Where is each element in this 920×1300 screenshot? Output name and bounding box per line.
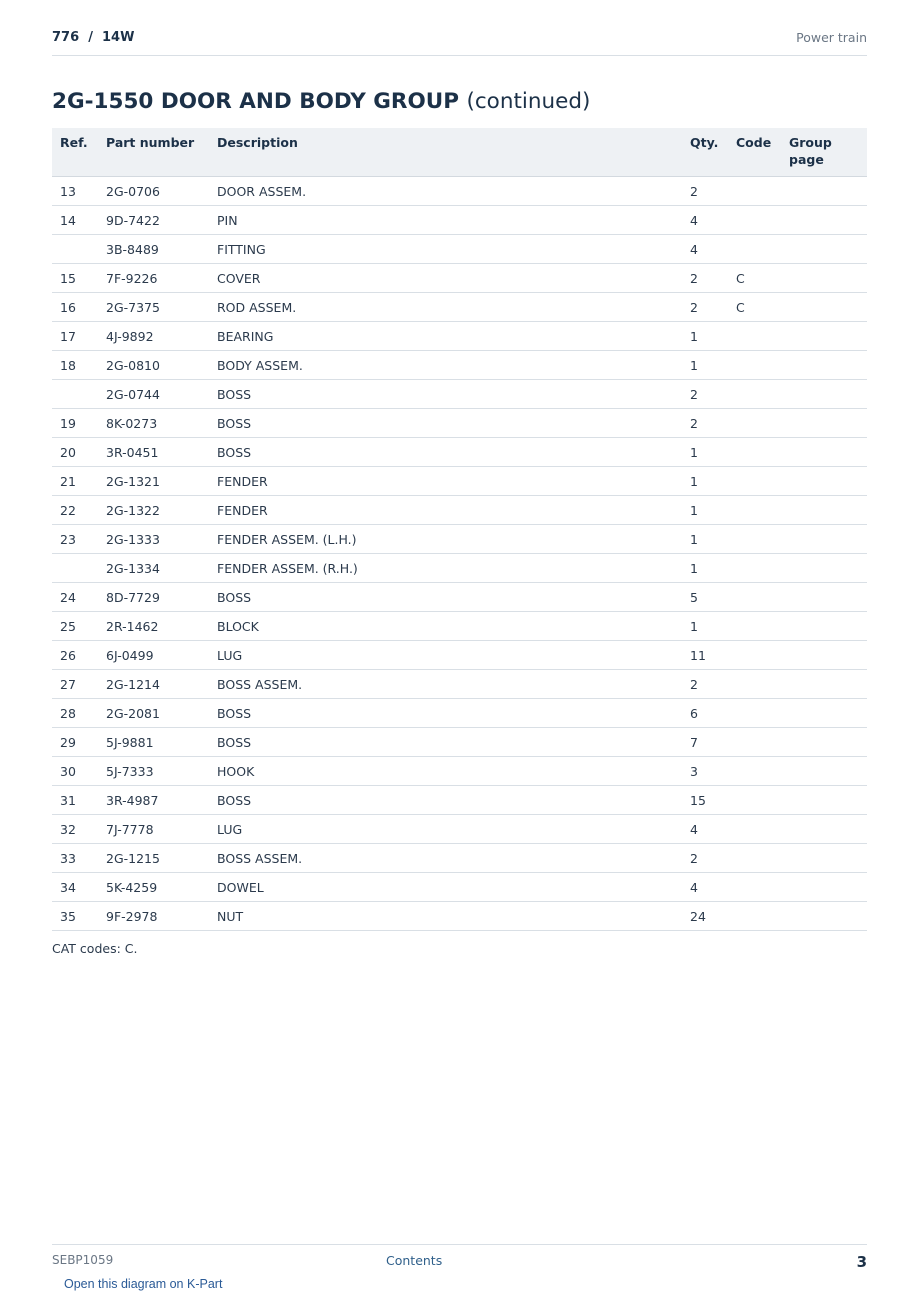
group-page-cell — [781, 467, 867, 496]
column-header-description: Description — [209, 128, 682, 177]
code-cell: C — [728, 264, 781, 293]
description-cell: FENDER ASSEM. (R.H.) — [209, 554, 682, 583]
page-footer — [52, 1244, 867, 1291]
table-row — [52, 612, 867, 641]
ref-cell: 15 — [52, 264, 98, 293]
ref-cell: 17 — [52, 322, 98, 351]
description-cell: BOSS — [209, 438, 682, 467]
description-cell: BOSS — [209, 786, 682, 815]
table-row — [52, 496, 867, 525]
part-number-cell: 3R-0451 — [98, 438, 209, 467]
table-row — [52, 786, 867, 815]
part-number-cell: 2G-1333 — [98, 525, 209, 554]
ref-cell: 25 — [52, 612, 98, 641]
code-cell — [728, 583, 781, 612]
description-cell: BOSS — [209, 409, 682, 438]
code-cell — [728, 409, 781, 438]
qty-cell: 4 — [682, 235, 728, 264]
ref-cell: 24 — [52, 583, 98, 612]
qty-cell: 24 — [682, 902, 728, 931]
ref-cell: 35 — [52, 902, 98, 931]
qty-cell: 2 — [682, 380, 728, 409]
qty-cell: 1 — [682, 351, 728, 380]
ref-cell — [52, 554, 98, 583]
ref-cell — [52, 380, 98, 409]
open-on-kpart-link[interactable]: Open this diagram on K-Part — [64, 1277, 223, 1291]
qty-cell: 2 — [682, 409, 728, 438]
page-header — [52, 28, 867, 56]
part-number-cell: 5J-9881 — [98, 728, 209, 757]
code-cell — [728, 612, 781, 641]
qty-cell: 1 — [682, 612, 728, 641]
group-page-cell — [781, 612, 867, 641]
table-row — [52, 583, 867, 612]
description-cell: BOSS — [209, 380, 682, 409]
group-page-cell — [781, 322, 867, 351]
part-number-cell: 2G-1321 — [98, 467, 209, 496]
table-row — [52, 438, 867, 467]
group-page-cell — [781, 699, 867, 728]
group-page-cell — [781, 177, 867, 206]
table-header-row — [52, 128, 867, 177]
qty-cell: 1 — [682, 525, 728, 554]
table-row — [52, 641, 867, 670]
code-cell — [728, 641, 781, 670]
group-page-cell — [781, 641, 867, 670]
ref-cell: 27 — [52, 670, 98, 699]
group-page-cell — [781, 728, 867, 757]
code-cell — [728, 467, 781, 496]
ref-cell: 20 — [52, 438, 98, 467]
code-cell — [728, 670, 781, 699]
group-page-cell — [781, 525, 867, 554]
ref-cell: 14 — [52, 206, 98, 235]
code-cell — [728, 177, 781, 206]
table-row — [52, 670, 867, 699]
qty-cell: 7 — [682, 728, 728, 757]
table-row — [52, 380, 867, 409]
part-number-cell: 9F-2978 — [98, 902, 209, 931]
code-cell — [728, 438, 781, 467]
qty-cell: 4 — [682, 206, 728, 235]
group-page-cell — [781, 873, 867, 902]
group-page-cell — [781, 293, 867, 322]
description-cell: BOSS — [209, 583, 682, 612]
code-cell — [728, 351, 781, 380]
code-cell — [728, 322, 781, 351]
part-number-cell: 4J-9892 — [98, 322, 209, 351]
qty-cell: 11 — [682, 641, 728, 670]
ref-cell: 26 — [52, 641, 98, 670]
part-number-cell: 2G-0706 — [98, 177, 209, 206]
part-number-cell: 3B-8489 — [98, 235, 209, 264]
group-page-cell — [781, 757, 867, 786]
ref-cell: 29 — [52, 728, 98, 757]
part-number-cell: 7F-9226 — [98, 264, 209, 293]
section-label: Power train — [796, 30, 867, 45]
description-cell: NUT — [209, 902, 682, 931]
description-cell: PIN — [209, 206, 682, 235]
code-cell — [728, 844, 781, 873]
table-row — [52, 728, 867, 757]
description-cell: DOWEL — [209, 873, 682, 902]
qty-cell: 5 — [682, 583, 728, 612]
table-row — [52, 844, 867, 873]
description-cell: FITTING — [209, 235, 682, 264]
code-cell — [728, 699, 781, 728]
group-page-cell — [781, 583, 867, 612]
part-number-cell: 2G-0810 — [98, 351, 209, 380]
document-id: SEBP1059 — [52, 1253, 114, 1267]
parts-table-body — [52, 177, 867, 931]
group-page-cell — [781, 235, 867, 264]
code-cell — [728, 815, 781, 844]
ref-cell: 16 — [52, 293, 98, 322]
description-cell: BODY ASSEM. — [209, 351, 682, 380]
part-number-cell: 6J-0499 — [98, 641, 209, 670]
ref-cell: 22 — [52, 496, 98, 525]
table-row — [52, 264, 867, 293]
ref-cell: 33 — [52, 844, 98, 873]
description-cell: BOSS ASSEM. — [209, 844, 682, 873]
ref-cell: 31 — [52, 786, 98, 815]
table-row — [52, 322, 867, 351]
description-cell: FENDER — [209, 496, 682, 525]
description-cell: LUG — [209, 815, 682, 844]
group-title: 2G-1550 DOOR AND BODY GROUP — [52, 89, 459, 114]
qty-cell: 2 — [682, 177, 728, 206]
breadcrumb: 776 / 14W — [52, 30, 135, 45]
part-number-cell: 9D-7422 — [98, 206, 209, 235]
qty-cell: 2 — [682, 844, 728, 873]
part-number-cell: 2G-2081 — [98, 699, 209, 728]
table-row — [52, 902, 867, 931]
description-cell: FENDER ASSEM. (L.H.) — [209, 525, 682, 554]
part-number-cell: 3R-4987 — [98, 786, 209, 815]
qty-cell: 2 — [682, 264, 728, 293]
title-suffix: (continued) — [466, 89, 591, 114]
column-header-ref: Ref. — [52, 128, 98, 177]
description-cell: LUG — [209, 641, 682, 670]
part-number-cell: 2G-1322 — [98, 496, 209, 525]
group-page-cell — [781, 438, 867, 467]
table-row — [52, 873, 867, 902]
code-cell — [728, 235, 781, 264]
part-number-cell: 2G-1215 — [98, 844, 209, 873]
ref-cell: 19 — [52, 409, 98, 438]
contents-link[interactable]: Contents — [386, 1253, 443, 1268]
qty-cell: 1 — [682, 438, 728, 467]
code-cell — [728, 728, 781, 757]
description-cell: DOOR ASSEM. — [209, 177, 682, 206]
ref-cell — [52, 235, 98, 264]
ref-cell: 13 — [52, 177, 98, 206]
description-cell: FENDER — [209, 467, 682, 496]
table-row — [52, 525, 867, 554]
code-cell — [728, 206, 781, 235]
column-header-part-number: Part number — [98, 128, 209, 177]
code-cell — [728, 496, 781, 525]
table-row — [52, 467, 867, 496]
group-page-cell — [781, 496, 867, 525]
code-cell — [728, 873, 781, 902]
group-page-cell — [781, 409, 867, 438]
part-number-cell: 2G-1214 — [98, 670, 209, 699]
qty-cell: 15 — [682, 786, 728, 815]
part-number-cell: 8K-0273 — [98, 409, 209, 438]
table-row — [52, 409, 867, 438]
table-row — [52, 177, 867, 206]
code-cell — [728, 380, 781, 409]
group-page-cell — [781, 670, 867, 699]
code-cell — [728, 554, 781, 583]
description-cell: BOSS — [209, 699, 682, 728]
qty-cell: 4 — [682, 873, 728, 902]
part-number-cell: 2R-1462 — [98, 612, 209, 641]
code-cell — [728, 525, 781, 554]
table-row — [52, 235, 867, 264]
qty-cell: 1 — [682, 496, 728, 525]
qty-cell: 1 — [682, 467, 728, 496]
column-header-group-page: Group page — [781, 128, 867, 177]
table-row — [52, 699, 867, 728]
qty-cell: 1 — [682, 554, 728, 583]
code-cell — [728, 786, 781, 815]
page-number: 3 — [856, 1253, 867, 1271]
description-cell: BOSS ASSEM. — [209, 670, 682, 699]
part-number-cell: 5J-7333 — [98, 757, 209, 786]
table-row — [52, 757, 867, 786]
description-cell: HOOK — [209, 757, 682, 786]
qty-cell: 6 — [682, 699, 728, 728]
table-row — [52, 554, 867, 583]
qty-cell: 4 — [682, 815, 728, 844]
group-page-cell — [781, 554, 867, 583]
group-page-cell — [781, 264, 867, 293]
group-page-cell — [781, 206, 867, 235]
qty-cell: 3 — [682, 757, 728, 786]
group-page-cell — [781, 380, 867, 409]
qty-cell: 2 — [682, 670, 728, 699]
part-number-cell: 7J-7778 — [98, 815, 209, 844]
column-header-code: Code — [728, 128, 781, 177]
column-header-qty: Qty. — [682, 128, 728, 177]
cat-codes-note: CAT codes: C. — [52, 941, 138, 956]
ref-cell: 30 — [52, 757, 98, 786]
group-page-cell — [781, 786, 867, 815]
group-page-cell — [781, 351, 867, 380]
part-number-cell: 5K-4259 — [98, 873, 209, 902]
ref-cell: 28 — [52, 699, 98, 728]
description-cell: COVER — [209, 264, 682, 293]
group-page-cell — [781, 844, 867, 873]
part-number-cell: 2G-1334 — [98, 554, 209, 583]
ref-cell: 23 — [52, 525, 98, 554]
group-page-cell — [781, 902, 867, 931]
ref-cell: 34 — [52, 873, 98, 902]
description-cell: ROD ASSEM. — [209, 293, 682, 322]
table-row — [52, 293, 867, 322]
description-cell: BOSS — [209, 728, 682, 757]
part-number-cell: 2G-7375 — [98, 293, 209, 322]
table-row — [52, 206, 867, 235]
part-number-cell: 8D-7729 — [98, 583, 209, 612]
ref-cell: 32 — [52, 815, 98, 844]
part-number-cell: 2G-0744 — [98, 380, 209, 409]
code-cell — [728, 757, 781, 786]
parts-table — [52, 128, 867, 931]
description-cell: BEARING — [209, 322, 682, 351]
group-page-cell — [781, 815, 867, 844]
ref-cell: 21 — [52, 467, 98, 496]
code-cell: C — [728, 293, 781, 322]
code-cell — [728, 902, 781, 931]
table-row — [52, 351, 867, 380]
table-row — [52, 815, 867, 844]
description-cell: BLOCK — [209, 612, 682, 641]
ref-cell: 18 — [52, 351, 98, 380]
qty-cell: 2 — [682, 293, 728, 322]
page-title — [52, 89, 590, 114]
qty-cell: 1 — [682, 322, 728, 351]
